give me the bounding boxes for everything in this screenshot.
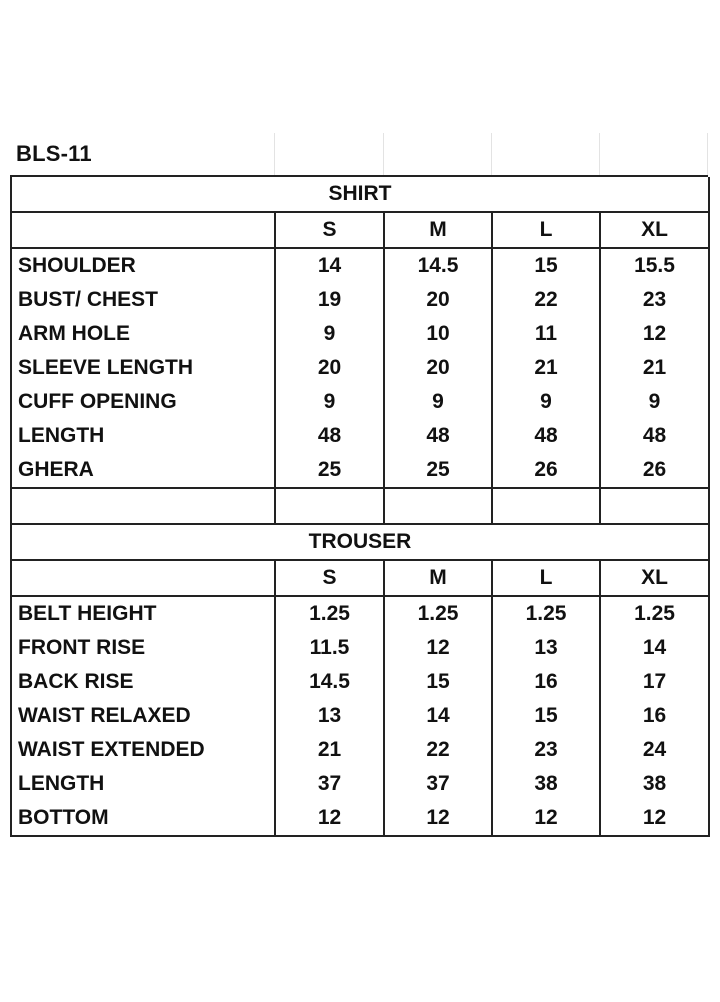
size-table-body [11,177,709,836]
size-header-blank [11,560,275,596]
measurement-value: 22 [492,283,600,317]
table-row [11,283,709,317]
faint-gridline [383,133,384,175]
faint-gridline [707,133,708,175]
measurement-value: 26 [492,453,600,488]
measurement-value: 25 [384,453,492,488]
measurement-value: 48 [384,419,492,453]
measurement-value: 48 [275,419,384,453]
measurement-label: WAIST RELAXED [11,699,275,733]
measurement-value: 48 [600,419,709,453]
measurement-value: 12 [600,801,709,836]
measurement-value: 21 [600,351,709,385]
measurement-value: 26 [600,453,709,488]
measurement-value: 20 [384,351,492,385]
measurement-value: 9 [492,385,600,419]
measurement-value: 14 [600,631,709,665]
size-header-l: L [492,560,600,596]
measurement-label: GHERA [11,453,275,488]
measurement-label: FRONT RISE [11,631,275,665]
measurement-value: 22 [384,733,492,767]
measurement-label: WAIST EXTENDED [11,733,275,767]
spacer-cell [384,488,492,524]
measurement-value: 24 [600,733,709,767]
shirt-section-heading: SHIRT [11,177,709,212]
measurement-value: 23 [600,283,709,317]
measurement-value: 10 [384,317,492,351]
chart-title: BLS-11 [16,141,92,166]
measurement-value: 12 [600,317,709,351]
shirt-heading-row [11,177,709,212]
measurement-value: 23 [492,733,600,767]
measurement-label: SLEEVE LENGTH [11,351,275,385]
table-row [11,596,709,631]
measurement-value: 9 [600,385,709,419]
measurement-value: 9 [275,385,384,419]
measurement-value: 13 [492,631,600,665]
measurement-value: 9 [275,317,384,351]
measurement-value: 20 [275,351,384,385]
measurement-value: 12 [275,801,384,836]
measurement-value: 25 [275,453,384,488]
size-chart-sheet [10,133,708,837]
measurement-value: 38 [492,767,600,801]
spacer-cell [275,488,384,524]
measurement-value: 15 [492,699,600,733]
table-row [11,699,709,733]
measurement-label: BACK RISE [11,665,275,699]
measurement-value: 14.5 [275,665,384,699]
measurement-label: SHOULDER [11,248,275,283]
measurement-value: 15.5 [600,248,709,283]
measurement-value: 1.25 [600,596,709,631]
spacer-row [11,488,709,524]
measurement-label: BOTTOM [11,801,275,836]
size-header-l: L [492,212,600,248]
measurement-value: 15 [384,665,492,699]
measurement-label: ARM HOLE [11,317,275,351]
trouser-size-header-row [11,560,709,596]
size-header-xl: XL [600,560,709,596]
measurement-value: 20 [384,283,492,317]
measurement-label: LENGTH [11,767,275,801]
size-header-s: S [275,560,384,596]
measurement-value: 21 [275,733,384,767]
table-row [11,351,709,385]
measurement-value: 12 [492,801,600,836]
measurement-value: 19 [275,283,384,317]
measurement-value: 9 [384,385,492,419]
size-header-blank [11,212,275,248]
table-row [11,317,709,351]
measurement-value: 1.25 [492,596,600,631]
measurement-value: 21 [492,351,600,385]
shirt-size-header-row [11,212,709,248]
table-row [11,665,709,699]
spacer-cell [11,488,275,524]
table-row [11,419,709,453]
measurement-value: 17 [600,665,709,699]
measurement-value: 14 [275,248,384,283]
table-row [11,385,709,419]
title-row [10,133,708,177]
measurement-label: BELT HEIGHT [11,596,275,631]
measurement-label: CUFF OPENING [11,385,275,419]
measurement-value: 16 [492,665,600,699]
measurement-value: 48 [492,419,600,453]
trouser-heading-row [11,524,709,560]
measurement-value: 13 [275,699,384,733]
size-header-s: S [275,212,384,248]
measurement-value: 1.25 [275,596,384,631]
table-row [11,248,709,283]
measurement-value: 12 [384,631,492,665]
table-row [11,631,709,665]
size-header-m: M [384,212,492,248]
table-row [11,767,709,801]
measurement-value: 14 [384,699,492,733]
size-header-m: M [384,560,492,596]
size-table [10,177,710,837]
spacer-cell [600,488,709,524]
measurement-label: BUST/ CHEST [11,283,275,317]
measurement-label: LENGTH [11,419,275,453]
spacer-cell [492,488,600,524]
measurement-value: 12 [384,801,492,836]
measurement-value: 14.5 [384,248,492,283]
measurement-value: 38 [600,767,709,801]
faint-gridline [599,133,600,175]
measurement-value: 37 [275,767,384,801]
measurement-value: 11 [492,317,600,351]
faint-gridline [491,133,492,175]
measurement-value: 11.5 [275,631,384,665]
measurement-value: 37 [384,767,492,801]
measurement-value: 15 [492,248,600,283]
measurement-value: 1.25 [384,596,492,631]
faint-gridline [274,133,275,175]
measurement-value: 16 [600,699,709,733]
table-row [11,801,709,836]
size-header-xl: XL [600,212,709,248]
trouser-section-heading: TROUSER [11,524,709,560]
table-row [11,453,709,488]
table-row [11,733,709,767]
